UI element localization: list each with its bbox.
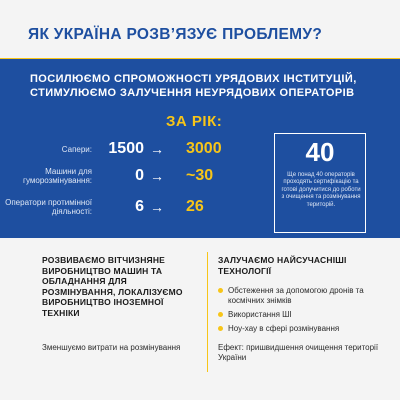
page-title: ЯК УКРАЇНА РОЗВ’ЯЗУЄ ПРОБЛЕМУ? <box>28 26 323 43</box>
left-column <box>42 255 192 318</box>
operators-count: 40 <box>305 137 335 167</box>
list-item <box>218 324 383 334</box>
column-divider <box>207 252 208 372</box>
list-item-text: Ноу-хау в сфері розмінування <box>228 324 340 333</box>
stat-label: Сапери: <box>61 144 92 154</box>
list-item-text: Використання ШІ <box>228 310 292 319</box>
operators-box <box>274 133 366 233</box>
bullet-icon <box>218 326 223 331</box>
stat-row-operators <box>0 196 260 218</box>
left-effect: Зменшуємо витрати на розмінування <box>42 343 181 352</box>
stat-to: 3000 <box>186 140 222 157</box>
panel-subtitle <box>30 72 375 100</box>
stat-to: ~30 <box>186 167 214 184</box>
operators-note: Ще понад 40 операторів проходять сертифікацію та готові долучитися до роботи з очищення та розмінування територій. <box>281 172 361 208</box>
right-column <box>218 255 383 338</box>
right-effect: Ефект: пришвидшення очищення території України <box>218 343 379 362</box>
stat-from: 1500 <box>108 140 144 157</box>
arrow-icon: → <box>150 168 164 184</box>
subtitle-line-2: СТИМУЛЮЄМО ЗАЛУЧЕННЯ НЕУРЯДОВИХ ОПЕРАТОРІВ <box>30 87 355 99</box>
stats-panel <box>0 58 400 238</box>
stat-to: 26 <box>186 198 204 215</box>
list-item-text: Обстеження за допомогою дронів та космічних знімків <box>228 286 364 305</box>
list-item <box>218 286 383 306</box>
arrow-icon: → <box>150 141 164 157</box>
tech-list <box>218 286 383 334</box>
stat-from: 0 <box>135 167 144 184</box>
subtitle-line-1: ПОСИЛЮЄМО СПРОМОЖНОСТІ УРЯДОВИХ ІНСТИТУЦІЙ, <box>30 73 357 85</box>
stat-row-machines <box>0 165 260 187</box>
year-label: ЗА РІК: <box>166 113 223 130</box>
stat-label: Оператори протимінної діяльності: <box>5 198 92 216</box>
stat-row-sappers <box>0 138 260 160</box>
panel-divider <box>0 58 400 59</box>
right-heading: ЗАЛУЧАЄМО НАЙСУЧАСНІШІ ТЕХНОЛОГІЇ <box>218 255 347 276</box>
list-item <box>218 310 383 320</box>
stat-label: Машини для гуморозмінування: <box>23 167 92 185</box>
arrow-icon: → <box>150 199 164 215</box>
bullet-icon <box>218 312 223 317</box>
left-heading: РОЗВИВАЄМО ВІТЧИЗНЯНЕ ВИРОБНИЦТВО МАШИН ТА ОБЛАДНАННЯ ДЛЯ РОЗМІНУВАННЯ, ЛОКАЛІЗУЄМО ВИРОБНИЦТВО ІНОЗЕМНОЇ ТЕХНІКИ <box>42 255 183 318</box>
bullet-icon <box>218 288 223 293</box>
stat-from: 6 <box>135 198 144 215</box>
